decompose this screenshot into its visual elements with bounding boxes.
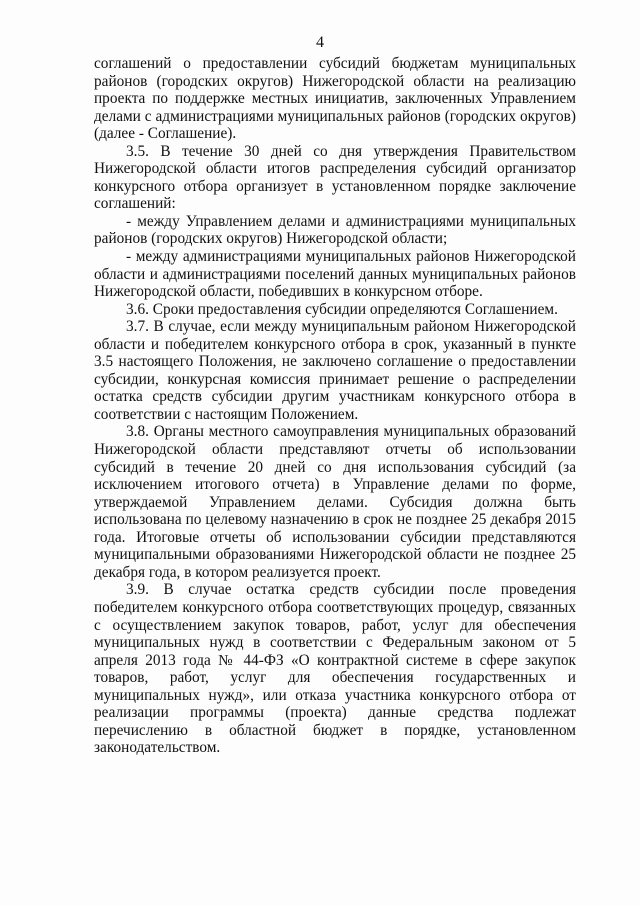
paragraph-3-6: 3.6. Сроки предоставления субсидии определяются Соглашением. (126, 300, 558, 318)
document-body (94, 55, 576, 757)
page-number: 4 (316, 34, 324, 51)
paragraph-3-7: 3.7. В случае, если между муниципальным районом Нижегородской области и победителем конкурсного отбора в срок, указанный в пункте 3.5 настоящего Положения, не заключено соглашение о предоставлении субсидии, конкурсная комиссия принимает решение о распределении остатка средств субсидии другим участникам конкурсного отбора в соответствии с настоящим Положением. (94, 318, 576, 423)
paragraph-3-5-item-1: - между Управлением делами и администрациями муниципальных районов (городских округов) Нижегородской области; (94, 212, 576, 248)
paragraph-3-5: 3.5. В течение 30 дней со дня утверждения Правительством Нижегородской области итогов распределения субсидий организатор конкурсного отбора организует в установленном порядке заключение соглашений: (94, 142, 576, 213)
paragraph-3-9: 3.9. В случае остатка средств субсидии после проведения победителем конкурсного отбора соответствующих процедур, связанных с осуществлением закупок товаров, работ, услуг для обеспечения муниципальных нужд в соответствии с Федеральным законом от 5 апреля 2013 года № 44-ФЗ «О контрактной системе в сфере закупок товаров, работ, услуг для обеспечения государственных и муниципальных нужд», или отказа участника конкурсного отбора от реализации программы (проекта) данные средства подлежат перечислению в областной бюджет в порядке, установленном законодательством. (94, 581, 576, 757)
paragraph-3-8: 3.8. Органы местного самоуправления муниципальных образований Нижегородской области представляют отчеты об использовании субсидий в течение 20 дней со дня использования субсидий (за исключением итогового отчета) в Управление делами по форме, утверждаемой Управлением делами. Субсидия должна быть использована по целевому назначению в срок не позднее 25 декабря 2015 года. Итоговые отчеты об использовании субсидии представляются муниципальными образованиями Нижегородской области не позднее 25 декабря года, в котором реализуется проект. (94, 423, 576, 581)
paragraph-3-5-item-2: - между администрациями муниципальных районов Нижегородской области и администрациями поселений данных муниципальных районов Нижегородской области, победивших в конкурсном отборе. (94, 248, 576, 301)
paragraph-soglasheniya: соглашений о предоставлении субсидий бюджетам муниципальных районов (городских округов) Нижегородской области на реализацию проекта по поддержке местных инициатив, заключенных Управлением делами с администрациями муниципальных районов (городских округов) (далее - Соглашение). (94, 55, 576, 143)
